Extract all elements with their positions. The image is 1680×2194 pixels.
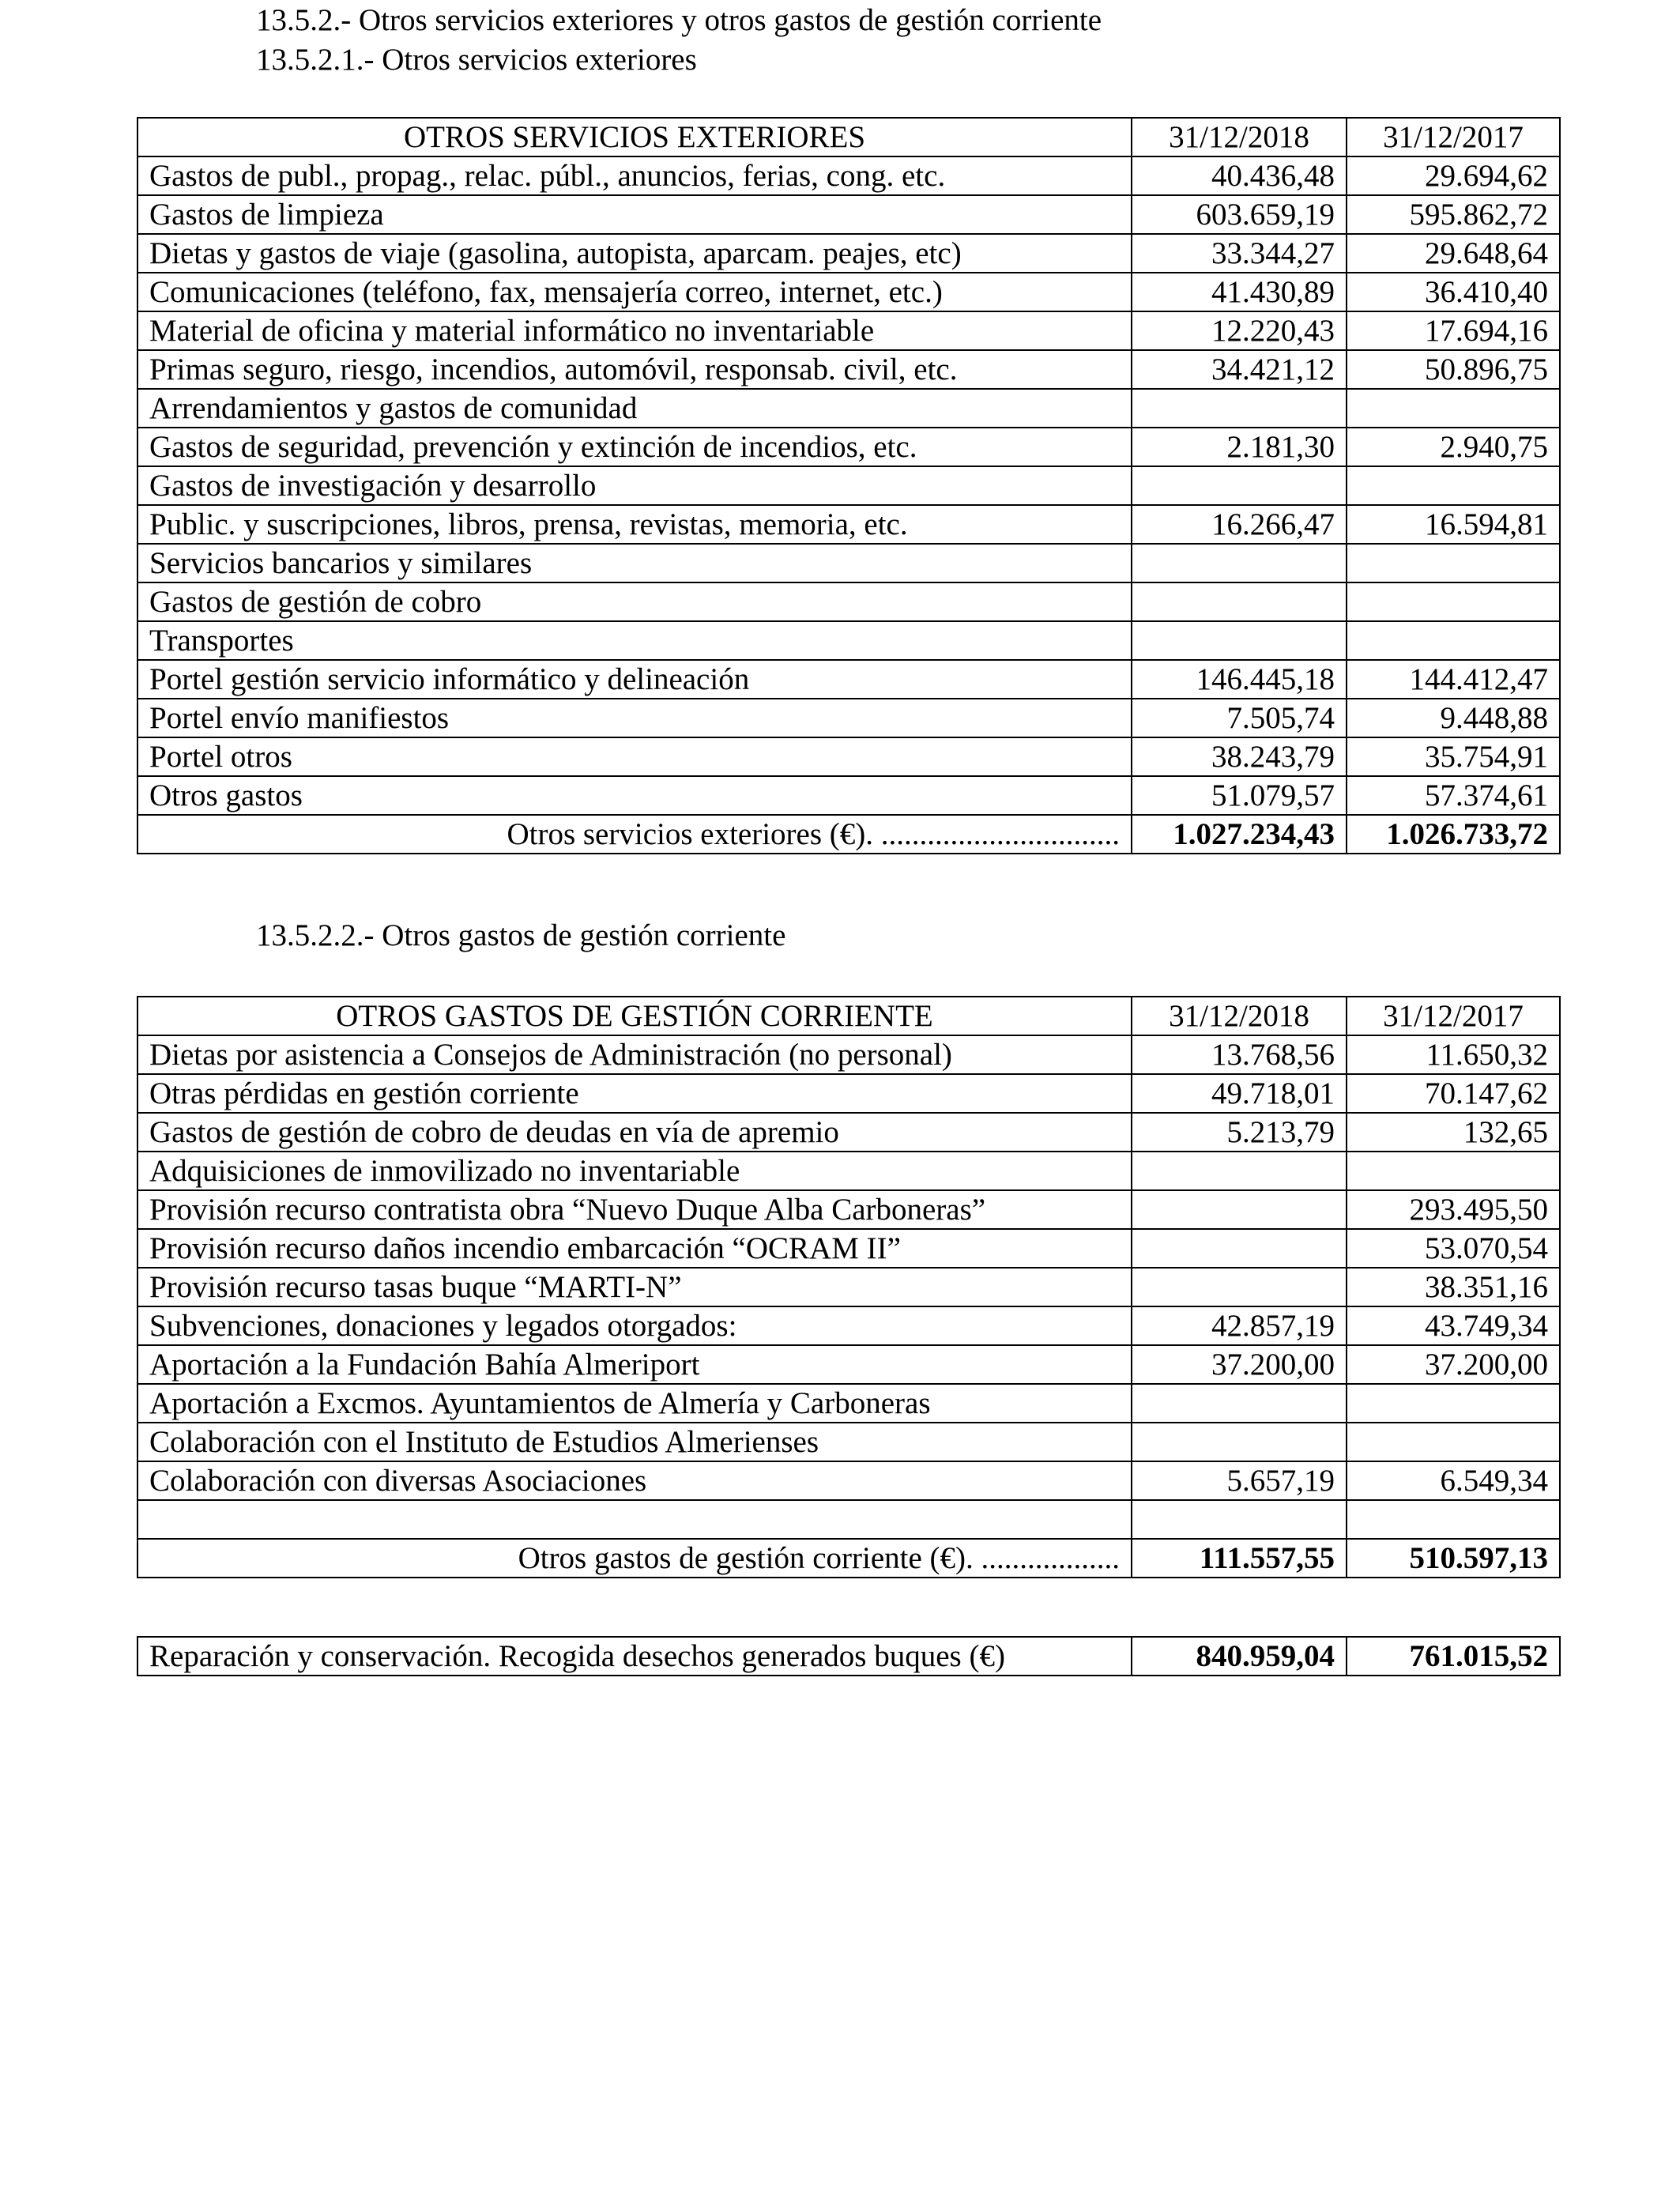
row-label: Gastos de gestión de cobro de deudas en vía de apremio bbox=[137, 1113, 1132, 1152]
value-2018: 49.718,01 bbox=[1132, 1074, 1347, 1113]
reparacion-conservacion-table bbox=[137, 1636, 1561, 1676]
table-row bbox=[137, 1500, 1560, 1539]
table-header-row bbox=[137, 118, 1560, 156]
table-row bbox=[137, 1461, 1560, 1500]
value-2018: 5.657,19 bbox=[1132, 1461, 1347, 1500]
value-2018: 13.768,56 bbox=[1132, 1035, 1347, 1074]
value-2018 bbox=[1132, 1384, 1347, 1423]
row-label: Aportación a Excmos. Ayuntamientos de Almería y Carboneras bbox=[137, 1384, 1132, 1423]
value-2018: 2.181,30 bbox=[1132, 428, 1347, 466]
value-2017 bbox=[1347, 621, 1560, 660]
total-label: Otros gastos de gestión corriente (€). .................. bbox=[137, 1539, 1132, 1578]
value-2017: 37.200,00 bbox=[1347, 1345, 1560, 1384]
row-label: Gastos de publ., propag., relac. públ., anuncios, ferias, cong. etc. bbox=[137, 156, 1132, 195]
value-2018 bbox=[1132, 1152, 1347, 1190]
total-row bbox=[137, 815, 1560, 854]
table-row bbox=[137, 621, 1560, 660]
table-row bbox=[137, 156, 1560, 195]
value-2017: 35.754,91 bbox=[1347, 737, 1560, 776]
value-2017 bbox=[1347, 1384, 1560, 1423]
row-label bbox=[137, 1500, 1132, 1539]
row-label: Gastos de gestión de cobro bbox=[137, 582, 1132, 621]
row-label: Arrendamientos y gastos de comunidad bbox=[137, 389, 1132, 428]
value-2018: 38.243,79 bbox=[1132, 737, 1347, 776]
row-label: Gastos de limpieza bbox=[137, 195, 1132, 234]
value-2018: 41.430,89 bbox=[1132, 273, 1347, 311]
row-label: Otras pérdidas en gestión corriente bbox=[137, 1074, 1132, 1113]
value-2017: 70.147,62 bbox=[1347, 1074, 1560, 1113]
table-row bbox=[137, 776, 1560, 815]
value-2018 bbox=[1132, 389, 1347, 428]
value-2018: 16.266,47 bbox=[1132, 505, 1347, 544]
row-label: Transportes bbox=[137, 621, 1132, 660]
value-2018: 34.421,12 bbox=[1132, 350, 1347, 389]
section-heading-13-5-2: 13.5.2.- Otros servicios exteriores y otros gastos de gestión corriente bbox=[256, 3, 1102, 37]
table-row bbox=[137, 699, 1560, 737]
value-2018 bbox=[1132, 1268, 1347, 1306]
row-label: Servicios bancarios y similares bbox=[137, 544, 1132, 582]
row-label: Dietas por asistencia a Consejos de Administración (no personal) bbox=[137, 1035, 1132, 1074]
total-2017: 510.597,13 bbox=[1347, 1539, 1560, 1578]
value-2018: 5.213,79 bbox=[1132, 1113, 1347, 1152]
value-2017: 761.015,52 bbox=[1347, 1637, 1560, 1676]
table-row bbox=[137, 1423, 1560, 1461]
table-row bbox=[137, 466, 1560, 505]
value-2017 bbox=[1347, 1152, 1560, 1190]
table-row bbox=[137, 582, 1560, 621]
value-2018: 51.079,57 bbox=[1132, 776, 1347, 815]
total-2018: 1.027.234,43 bbox=[1132, 815, 1347, 854]
row-label: Public. y suscripciones, libros, prensa, revistas, memoria, etc. bbox=[137, 505, 1132, 544]
row-label: Colaboración con el Instituto de Estudios Almerienses bbox=[137, 1423, 1132, 1461]
value-2017 bbox=[1347, 389, 1560, 428]
row-label: Portel otros bbox=[137, 737, 1132, 776]
value-2017: 17.694,16 bbox=[1347, 311, 1560, 350]
table-row bbox=[137, 1113, 1560, 1152]
value-2017 bbox=[1347, 1500, 1560, 1539]
table-row bbox=[137, 1229, 1560, 1268]
row-label: Gastos de investigación y desarrollo bbox=[137, 466, 1132, 505]
value-2017: 132,65 bbox=[1347, 1113, 1560, 1152]
column-header-2017: 31/12/2017 bbox=[1347, 997, 1560, 1035]
value-2017: 595.862,72 bbox=[1347, 195, 1560, 234]
value-2018 bbox=[1132, 1500, 1347, 1539]
otros-servicios-exteriores-table bbox=[137, 117, 1561, 854]
total-2018: 111.557,55 bbox=[1132, 1539, 1347, 1578]
section-heading-13-5-2-1: 13.5.2.1.- Otros servicios exteriores bbox=[256, 43, 697, 77]
value-2017 bbox=[1347, 1423, 1560, 1461]
value-2018 bbox=[1132, 621, 1347, 660]
value-2017: 9.448,88 bbox=[1347, 699, 1560, 737]
otros-gastos-gestion-table bbox=[137, 996, 1561, 1578]
row-label: Otros gastos bbox=[137, 776, 1132, 815]
row-label: Material de oficina y material informático no inventariable bbox=[137, 311, 1132, 350]
table-row bbox=[137, 737, 1560, 776]
value-2017: 6.549,34 bbox=[1347, 1461, 1560, 1500]
value-2017 bbox=[1347, 582, 1560, 621]
value-2018: 42.857,19 bbox=[1132, 1306, 1347, 1345]
table-row bbox=[137, 1268, 1560, 1306]
row-label: Portel gestión servicio informático y delineación bbox=[137, 660, 1132, 699]
table-row bbox=[137, 1190, 1560, 1229]
total-2017: 1.026.733,72 bbox=[1347, 815, 1560, 854]
row-label: Adquisiciones de inmovilizado no inventariable bbox=[137, 1152, 1132, 1190]
table-row bbox=[137, 1306, 1560, 1345]
table-row bbox=[137, 428, 1560, 466]
column-header-2018: 31/12/2018 bbox=[1132, 118, 1347, 156]
table-row bbox=[137, 273, 1560, 311]
column-header-2017: 31/12/2017 bbox=[1347, 118, 1560, 156]
table-row bbox=[137, 1637, 1560, 1676]
value-2017 bbox=[1347, 544, 1560, 582]
total-label: Otros servicios exteriores (€). ............................... bbox=[137, 815, 1132, 854]
table-row bbox=[137, 234, 1560, 273]
table-row bbox=[137, 1035, 1560, 1074]
value-2018: 840.959,04 bbox=[1132, 1637, 1347, 1676]
value-2018 bbox=[1132, 1229, 1347, 1268]
total-row bbox=[137, 1539, 1560, 1578]
table-body bbox=[137, 118, 1560, 854]
value-2018 bbox=[1132, 1190, 1347, 1229]
row-label: Portel envío manifiestos bbox=[137, 699, 1132, 737]
column-header-2018: 31/12/2018 bbox=[1132, 997, 1347, 1035]
value-2017 bbox=[1347, 466, 1560, 505]
value-2017: 38.351,16 bbox=[1347, 1268, 1560, 1306]
value-2018: 12.220,43 bbox=[1132, 311, 1347, 350]
table-row bbox=[137, 1152, 1560, 1190]
value-2017: 293.495,50 bbox=[1347, 1190, 1560, 1229]
value-2018 bbox=[1132, 1423, 1347, 1461]
section-heading-13-5-2-2: 13.5.2.2.- Otros gastos de gestión corriente bbox=[256, 918, 786, 952]
table-header-row bbox=[137, 997, 1560, 1035]
value-2018: 7.505,74 bbox=[1132, 699, 1347, 737]
row-label: Dietas y gastos de viaje (gasolina, autopista, aparcam. peajes, etc) bbox=[137, 234, 1132, 273]
value-2017: 29.694,62 bbox=[1347, 156, 1560, 195]
row-label: Provisión recurso tasas buque “MARTI-N” bbox=[137, 1268, 1132, 1306]
row-label: Primas seguro, riesgo, incendios, automóvil, responsab. civil, etc. bbox=[137, 350, 1132, 389]
value-2017: 53.070,54 bbox=[1347, 1229, 1560, 1268]
table-body bbox=[137, 997, 1560, 1578]
value-2017: 29.648,64 bbox=[1347, 234, 1560, 273]
value-2017: 16.594,81 bbox=[1347, 505, 1560, 544]
value-2018: 37.200,00 bbox=[1132, 1345, 1347, 1384]
table-row bbox=[137, 1345, 1560, 1384]
row-label: Provisión recurso contratista obra “Nuevo Duque Alba Carboneras” bbox=[137, 1190, 1132, 1229]
row-label: Gastos de seguridad, prevención y extinción de incendios, etc. bbox=[137, 428, 1132, 466]
table-row bbox=[137, 311, 1560, 350]
value-2018: 603.659,19 bbox=[1132, 195, 1347, 234]
row-label: Subvenciones, donaciones y legados otorgados: bbox=[137, 1306, 1132, 1345]
table-row bbox=[137, 544, 1560, 582]
value-2017: 144.412,47 bbox=[1347, 660, 1560, 699]
row-label: Provisión recurso daños incendio embarcación “OCRAM II” bbox=[137, 1229, 1132, 1268]
row-label: Reparación y conservación. Recogida desechos generados buques (€) bbox=[137, 1637, 1132, 1676]
table-row bbox=[137, 350, 1560, 389]
value-2017: 11.650,32 bbox=[1347, 1035, 1560, 1074]
value-2017: 2.940,75 bbox=[1347, 428, 1560, 466]
column-header-concept: OTROS GASTOS DE GESTIÓN CORRIENTE bbox=[137, 997, 1132, 1035]
value-2018: 146.445,18 bbox=[1132, 660, 1347, 699]
row-label: Comunicaciones (teléfono, fax, mensajería correo, internet, etc.) bbox=[137, 273, 1132, 311]
column-header-concept: OTROS SERVICIOS EXTERIORES bbox=[137, 118, 1132, 156]
row-label: Colaboración con diversas Asociaciones bbox=[137, 1461, 1132, 1500]
value-2017: 57.374,61 bbox=[1347, 776, 1560, 815]
table-row bbox=[137, 1074, 1560, 1113]
value-2018 bbox=[1132, 582, 1347, 621]
value-2018 bbox=[1132, 544, 1347, 582]
table-row bbox=[137, 195, 1560, 234]
value-2017: 36.410,40 bbox=[1347, 273, 1560, 311]
value-2018: 40.436,48 bbox=[1132, 156, 1347, 195]
table-row bbox=[137, 660, 1560, 699]
value-2017: 50.896,75 bbox=[1347, 350, 1560, 389]
table-row bbox=[137, 1384, 1560, 1423]
value-2018: 33.344,27 bbox=[1132, 234, 1347, 273]
row-label: Aportación a la Fundación Bahía Almeriport bbox=[137, 1345, 1132, 1384]
table-row bbox=[137, 505, 1560, 544]
table-row bbox=[137, 389, 1560, 428]
value-2017: 43.749,34 bbox=[1347, 1306, 1560, 1345]
value-2018 bbox=[1132, 466, 1347, 505]
